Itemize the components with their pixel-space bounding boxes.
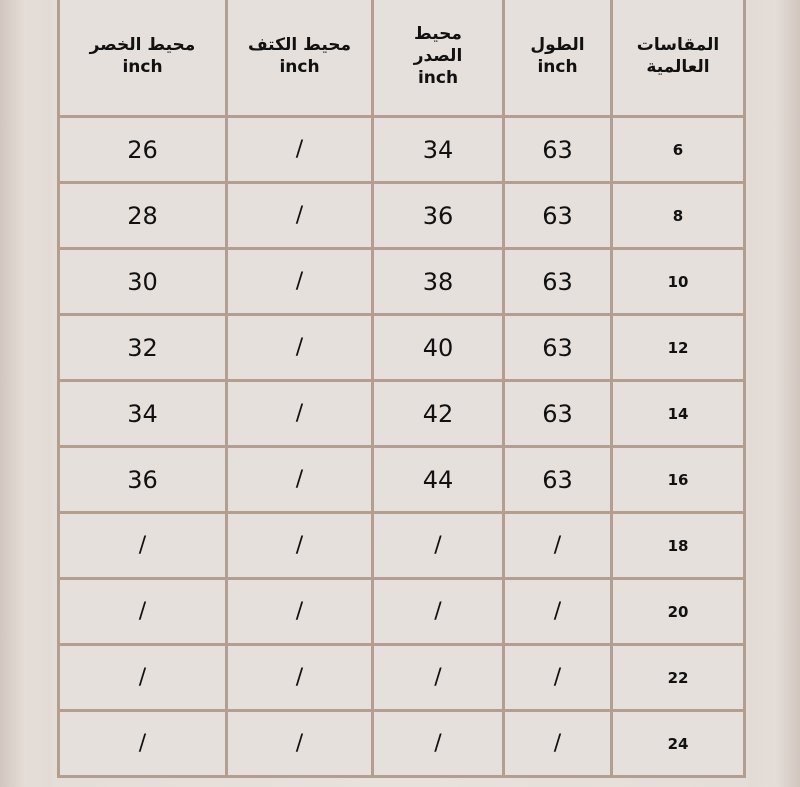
table-row <box>59 711 745 777</box>
cell-waist: 30 <box>59 249 227 315</box>
header-sizes-label-1: المقاسات <box>636 35 720 55</box>
table-row <box>59 381 745 447</box>
cell-size: 22 <box>612 645 745 711</box>
header-sizes <box>612 0 745 117</box>
header-length-unit: inch <box>537 57 578 77</box>
cell-shoulder: / <box>227 315 373 381</box>
table-row <box>59 249 745 315</box>
cell-shoulder: / <box>227 447 373 513</box>
cell-waist: / <box>59 579 227 645</box>
cell-chest: 38 <box>373 249 504 315</box>
header-shoulder-unit: inch <box>279 57 320 77</box>
cell-chest: 44 <box>373 447 504 513</box>
cell-chest: 42 <box>373 381 504 447</box>
cell-size: 8 <box>612 183 745 249</box>
header-chest-label-1: محيط <box>414 24 462 44</box>
cell-shoulder: / <box>227 645 373 711</box>
cell-chest: / <box>373 513 504 579</box>
cell-length: / <box>504 645 612 711</box>
cell-chest: / <box>373 579 504 645</box>
header-shoulder <box>227 0 373 117</box>
cell-length: / <box>504 513 612 579</box>
table-row <box>59 645 745 711</box>
cell-length: / <box>504 579 612 645</box>
cell-length: / <box>504 711 612 777</box>
cell-size: 18 <box>612 513 745 579</box>
cell-waist: 28 <box>59 183 227 249</box>
cell-length: 63 <box>504 117 612 183</box>
header-waist-unit: inch <box>122 57 163 77</box>
cell-length: 63 <box>504 381 612 447</box>
cell-waist: / <box>59 513 227 579</box>
cell-shoulder: / <box>227 117 373 183</box>
table-row <box>59 513 745 579</box>
left-edge-shadow <box>0 0 57 787</box>
header-length-label: الطول <box>530 35 585 55</box>
table-row <box>59 117 745 183</box>
cell-waist: 36 <box>59 447 227 513</box>
header-shoulder-label: محيط الكتف <box>247 35 352 55</box>
header-chest-unit: inch <box>417 68 459 88</box>
header-sizes-label-2: العالمية <box>646 57 710 77</box>
table-row <box>59 315 745 381</box>
cell-shoulder: / <box>227 513 373 579</box>
cell-size: 20 <box>612 579 745 645</box>
cell-size: 12 <box>612 315 745 381</box>
header-length <box>504 0 612 117</box>
cell-waist: 26 <box>59 117 227 183</box>
cell-shoulder: / <box>227 183 373 249</box>
cell-chest: 36 <box>373 183 504 249</box>
table-row <box>59 579 745 645</box>
cell-size: 14 <box>612 381 745 447</box>
cell-waist: / <box>59 645 227 711</box>
cell-chest: 40 <box>373 315 504 381</box>
table-row <box>59 183 745 249</box>
cell-size: 6 <box>612 117 745 183</box>
header-chest-label-2: الصدر <box>413 46 463 66</box>
cell-size: 16 <box>612 447 745 513</box>
cell-size: 24 <box>612 711 745 777</box>
cell-waist: / <box>59 711 227 777</box>
cell-chest: / <box>373 711 504 777</box>
cell-length: 63 <box>504 447 612 513</box>
size-chart-table <box>57 0 746 778</box>
cell-length: 63 <box>504 183 612 249</box>
cell-chest: / <box>373 645 504 711</box>
cell-length: 63 <box>504 315 612 381</box>
cell-chest: 34 <box>373 117 504 183</box>
right-edge-shadow <box>743 0 800 787</box>
table-row <box>59 447 745 513</box>
header-waist <box>59 0 227 117</box>
cell-shoulder: / <box>227 381 373 447</box>
table-header-row <box>59 0 745 117</box>
cell-shoulder: / <box>227 249 373 315</box>
cell-length: 63 <box>504 249 612 315</box>
cell-shoulder: / <box>227 711 373 777</box>
header-waist-label: محيط الخصر <box>89 35 196 55</box>
cell-shoulder: / <box>227 579 373 645</box>
cell-size: 10 <box>612 249 745 315</box>
cell-waist: 32 <box>59 315 227 381</box>
cell-waist: 34 <box>59 381 227 447</box>
header-chest <box>373 0 504 117</box>
